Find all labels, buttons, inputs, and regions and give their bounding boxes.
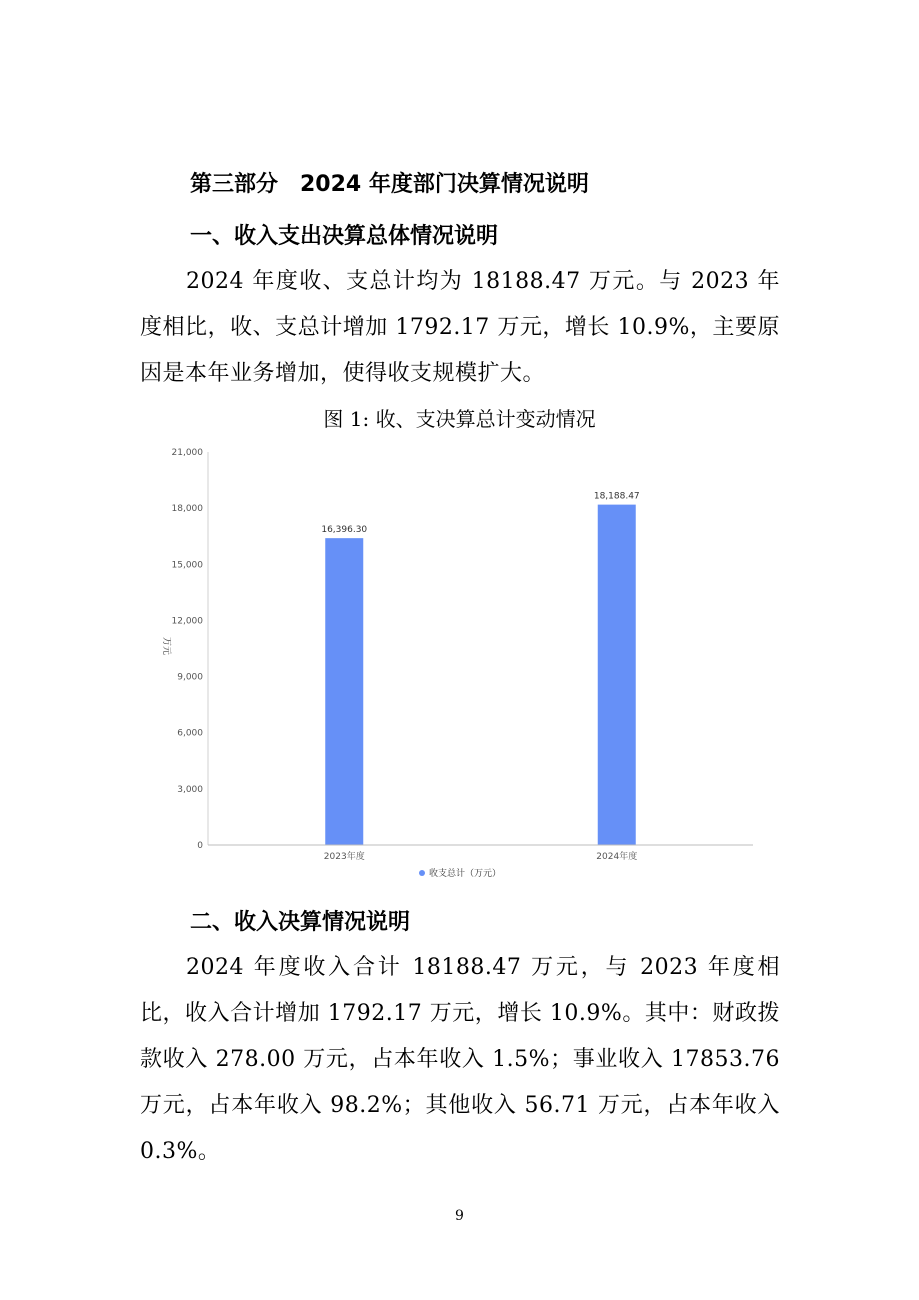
y-tick-label: 12,000 [171, 616, 203, 627]
bar [325, 538, 363, 845]
section-title: 第三部分 2024 年度部门决算情况说明 [190, 172, 589, 197]
income-expenditure-bar-chart [140, 440, 770, 890]
y-tick-label: 9,000 [177, 672, 203, 683]
figure-caption: 图 1: 收、支决算总计变动情况 [323, 407, 596, 431]
overview-paragraph: 2024 年度收、支总计均为 18188.47 万元。与 2023 年度相比，收、支总计增加 1792.17 万元，增长 10.9%，主要原因是本年业务增加，使得收支规模扩大。 [140, 269, 780, 386]
bar [598, 505, 636, 845]
y-tick-label: 18,000 [171, 504, 203, 515]
y-tick-label: 15,000 [171, 560, 203, 571]
income-paragraph: 2024 年度收入合计 18188.47 万元，与 2023 年度相比，收入合计增加 1792.17 万元，增长 10.9%。其中：财政拨款收入 278.00 万元，占本年收入 1.5%；事业收入 17853.76 万元，占本年收入 98.2%；其他收入 56.71 万元，占本年收入 0.3%。 [140, 955, 780, 1164]
bar-data-label: 16,396.30 [321, 525, 368, 536]
x-tick-label: 2023年度 [323, 852, 365, 862]
legend-label: 收支总计（万元） [429, 869, 502, 879]
bar-data-label: 18,188.47 [593, 491, 640, 502]
y-axis-label: 万元 [161, 636, 171, 656]
y-axis [172, 448, 209, 851]
y-tick-label: 6,000 [177, 728, 203, 739]
chart-legend [419, 867, 501, 879]
y-tick-label: 21,000 [171, 448, 203, 458]
heading-income-expenditure-overview: 一、收入支出决算总体情况说明 [190, 224, 499, 249]
x-tick-label: 2024年度 [596, 852, 638, 862]
legend-marker [419, 870, 425, 876]
page-number: 9 [455, 1208, 464, 1224]
x-axis [208, 845, 753, 862]
bars [321, 492, 639, 845]
y-tick-label: 0 [197, 841, 203, 851]
heading-income-section: 二、收入决算情况说明 [190, 910, 411, 935]
y-tick-label: 3,000 [177, 784, 203, 795]
